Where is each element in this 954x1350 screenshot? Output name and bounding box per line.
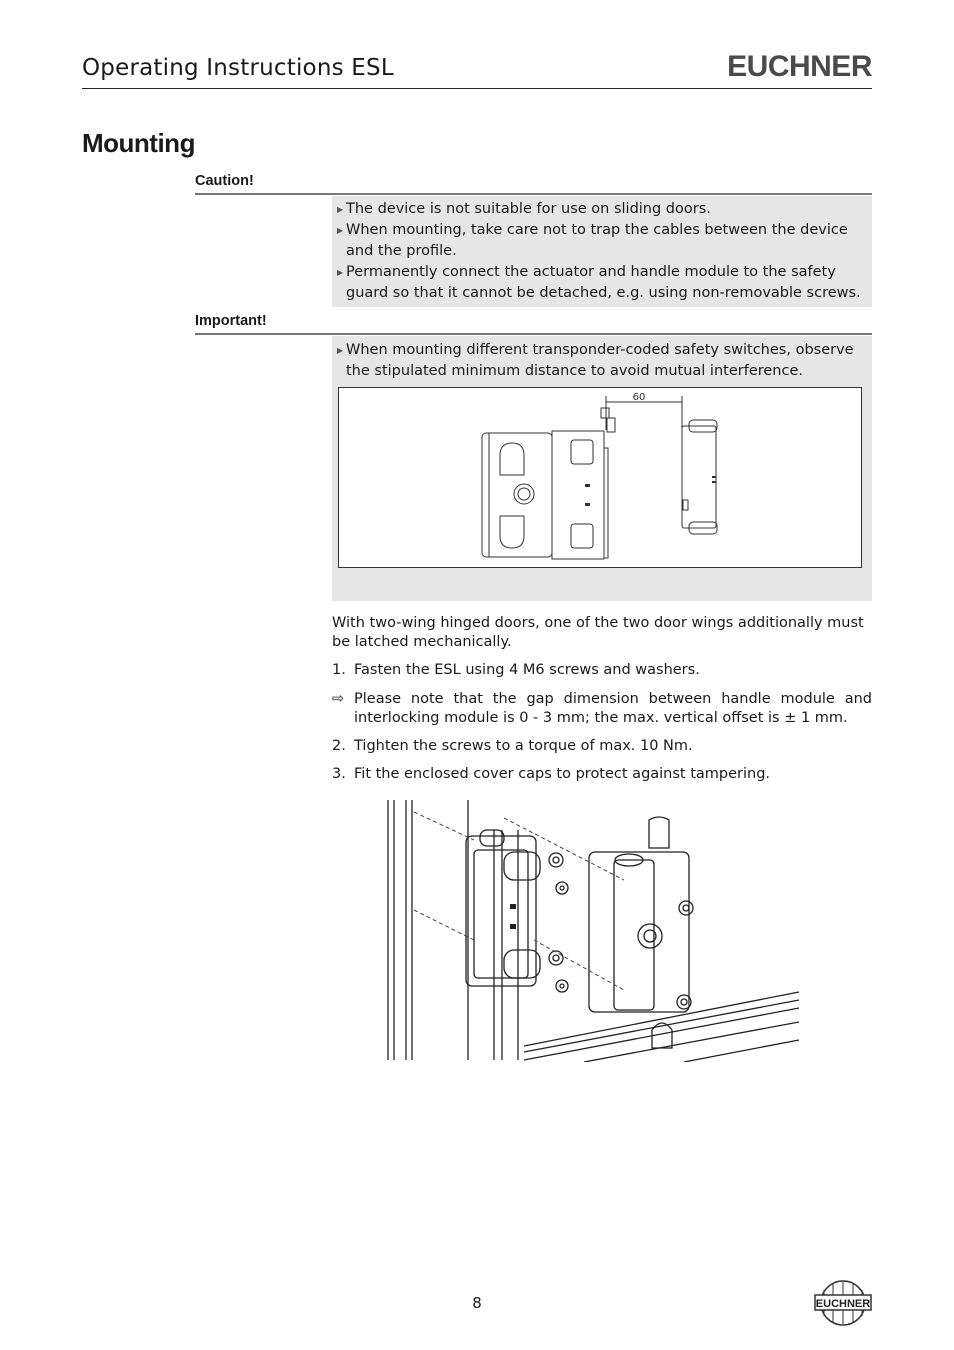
caution-label: Caution! — [195, 173, 254, 189]
distance-figure — [338, 387, 862, 568]
important-label: Important! — [195, 313, 267, 329]
important-divider — [195, 333, 872, 335]
caution-box — [332, 196, 872, 307]
intro-paragraph: With two-wing hinged doors, one of the two door wings additionally must be latched mechanically. — [332, 615, 864, 650]
caution-divider — [195, 193, 872, 195]
bullet-icon: ▶ — [337, 268, 344, 277]
arrow-icon: ⇨ — [332, 691, 345, 707]
step-number: 2. — [332, 738, 346, 754]
caution-list — [332, 196, 872, 304]
euchner-seal-logo — [814, 1280, 872, 1328]
bullet-icon: ▶ — [337, 346, 344, 355]
header-divider — [82, 88, 872, 89]
step-text: Tighten the screws to a torque of max. 10 Nm. — [354, 738, 693, 754]
important-list — [332, 336, 872, 382]
step-number: 3. — [332, 766, 346, 782]
mounting-illustration — [384, 800, 804, 1062]
important-item: ▶ When mounting different transponder-coded safety switches, observe the stipulated minimum distance to avoid mutual interference. — [337, 342, 854, 379]
page-number: 8 — [472, 1294, 482, 1312]
dimension-label: 60 — [632, 392, 646, 403]
caution-item: ▶ Permanently connect the actuator and handle module to the safety guard so that it cannot be detached, e.g. using non-removable screws. — [337, 264, 861, 301]
step-text: Fasten the ESL using 4 M6 screws and washers. — [354, 662, 700, 678]
caution-item: ▶ The device is not suitable for use on sliding doors. — [346, 199, 862, 220]
bullet-icon: ▶ — [337, 205, 344, 214]
step-text: Fit the enclosed cover caps to protect against tampering. — [354, 766, 771, 782]
seal-label: EUCHNER — [815, 1298, 871, 1310]
step-text: Please note that the gap dimension between handle module and interlocking module is 0 - 3 mm; the max. vertical offset is ± 1 mm. — [354, 691, 872, 726]
distance-drawing — [339, 388, 861, 567]
document-title: Operating Instructions ESL — [82, 55, 394, 81]
section-title: Mounting — [82, 128, 195, 158]
euchner-logo: EUCHNER — [727, 50, 872, 83]
step-number: 1. — [332, 662, 346, 678]
caution-item: ▶ When mounting, take care not to trap the cables between the device and the profile. — [337, 222, 848, 259]
bullet-icon: ▶ — [337, 226, 344, 235]
